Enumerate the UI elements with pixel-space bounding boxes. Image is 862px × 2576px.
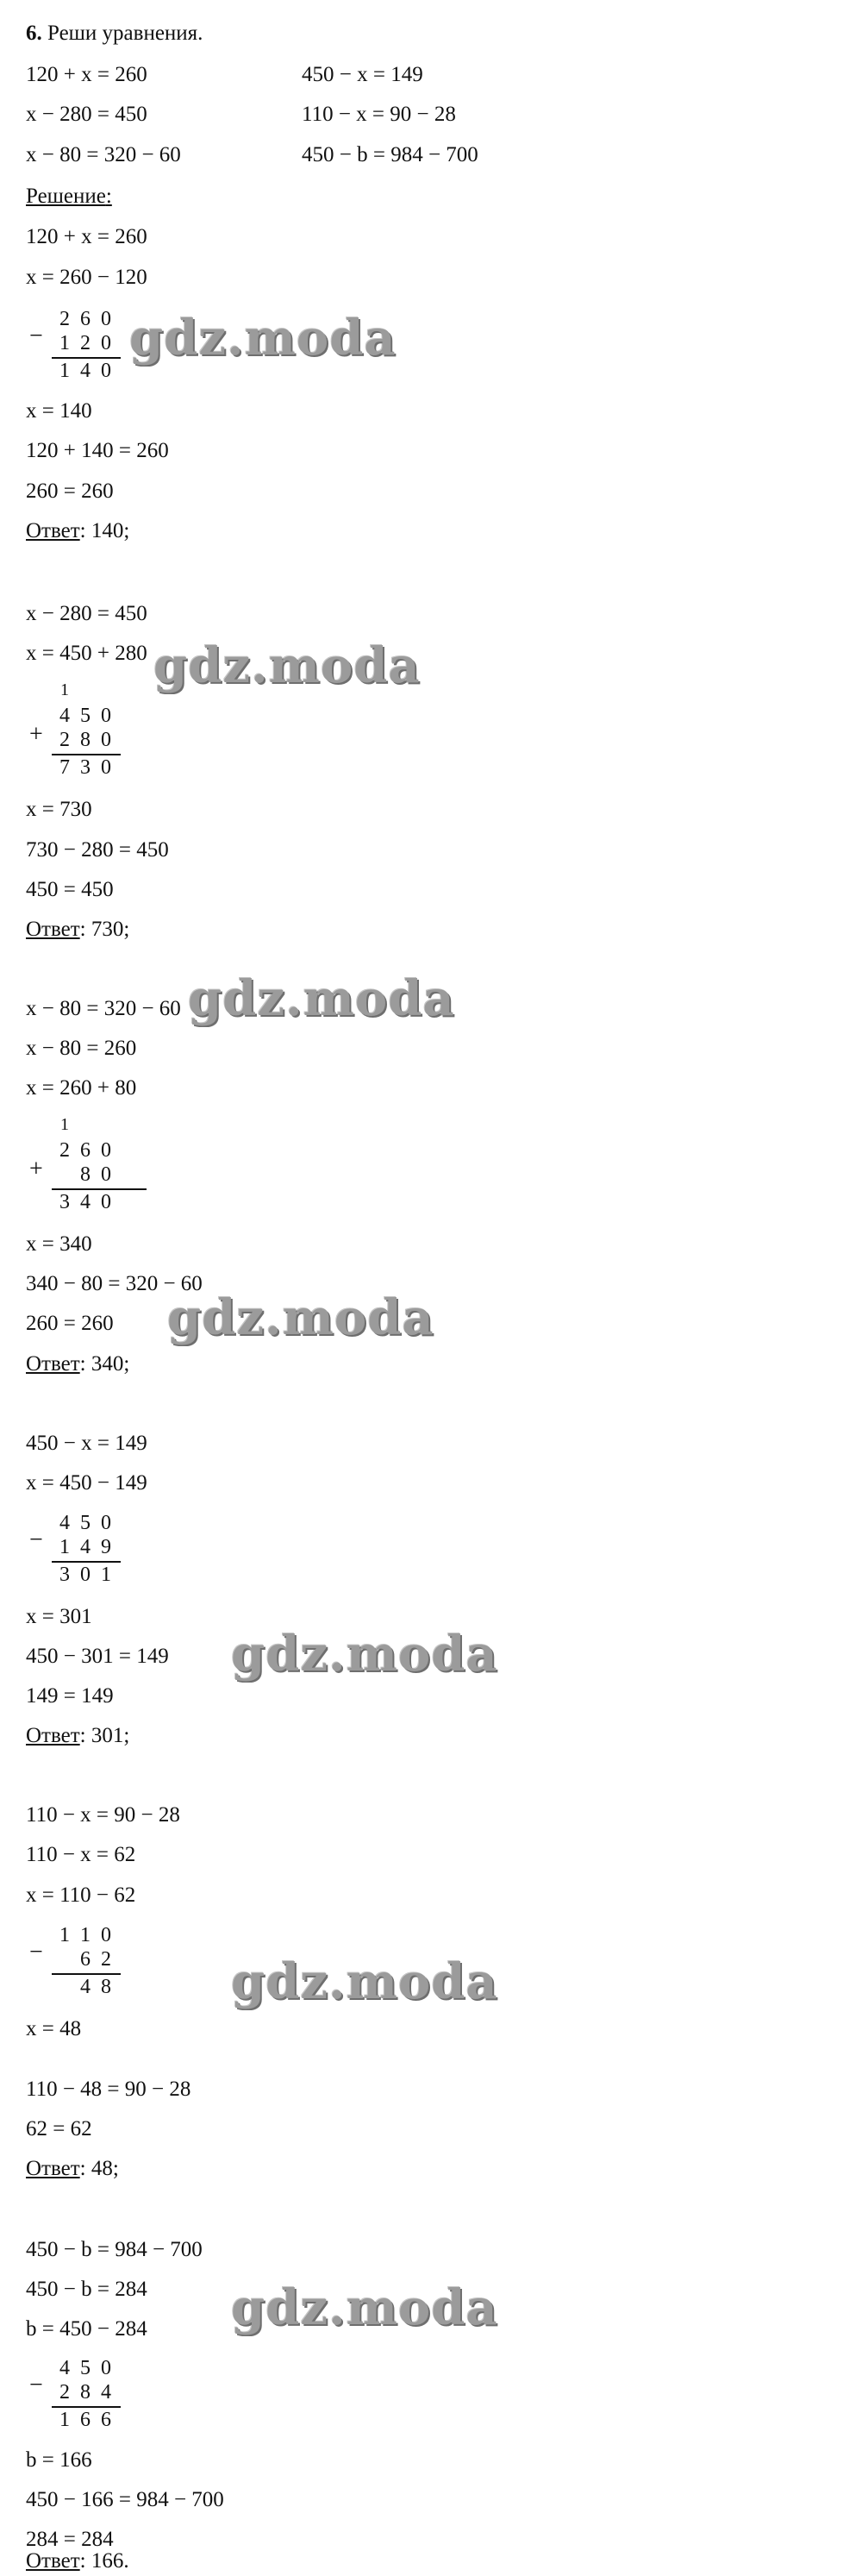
watermark: gdz.moda: [129, 310, 397, 367]
solution-line: x = 140: [26, 399, 92, 423]
digit: 2: [59, 2381, 70, 2404]
digit: 4: [80, 1976, 91, 1998]
digit: 6: [80, 1139, 91, 1162]
task-heading: [26, 21, 203, 47]
digit: 0: [101, 1191, 111, 1213]
digit: 8: [80, 2381, 91, 2404]
answer-line: Ответ: 140;: [26, 519, 130, 542]
digit: 1: [101, 1564, 111, 1586]
task-equation: 120 + x = 260: [26, 63, 147, 86]
watermark: gdz.moda: [167, 1289, 434, 1346]
solution-line: b = 450 − 284: [26, 2317, 147, 2341]
solution-line: x − 80 = 260: [26, 1037, 137, 1060]
task-equation: x − 280 = 450: [26, 103, 147, 126]
digit: 1: [59, 332, 70, 354]
digit: 6: [80, 308, 91, 330]
solution-line: x = 110 − 62: [26, 1883, 136, 1907]
watermark: gdz.moda: [153, 637, 421, 694]
digit: 4: [80, 360, 91, 382]
solution-line: 110 − x = 90 − 28: [26, 1803, 180, 1827]
minus-sign: −: [29, 2372, 43, 2398]
solution-line: x = 301: [26, 1605, 92, 1628]
solution-line: 340 − 80 = 320 − 60: [26, 1272, 203, 1295]
solution-line: 450 − b = 284: [26, 2278, 147, 2301]
digit: 4: [101, 2381, 111, 2404]
watermark: gdz.moda: [231, 1626, 498, 1683]
watermark: gdz.moda: [231, 2279, 498, 2336]
answer-line: Ответ: 730;: [26, 918, 130, 941]
minus-sign: −: [29, 1526, 43, 1553]
carry-digit: 1: [60, 1115, 69, 1134]
digit: 0: [101, 332, 111, 354]
plus-sign: +: [29, 1156, 43, 1182]
digit: 0: [101, 705, 111, 727]
digit: 1: [59, 1924, 70, 1946]
answer-line: Ответ: 340;: [26, 1352, 130, 1376]
solution-label: Решение:: [26, 185, 112, 208]
solution-line: 120 + 140 = 260: [26, 439, 169, 462]
task-equation: 450 − b = 984 − 700: [302, 143, 478, 166]
solution-line: x = 450 + 280: [26, 642, 147, 665]
digit: 1: [80, 1924, 91, 1946]
digit: 0: [101, 1512, 111, 1534]
answer-line: Ответ: 48;: [26, 2157, 119, 2180]
digit: 1: [59, 1536, 70, 1558]
digit: 9: [101, 1536, 111, 1558]
task-equation: 110 − x = 90 − 28: [302, 103, 456, 126]
digit: 0: [101, 1924, 111, 1946]
solution-line: x = 340: [26, 1232, 92, 1256]
digit: 3: [59, 1564, 70, 1586]
solution-line: 110 − x = 62: [26, 1843, 136, 1866]
carry-digit: 1: [60, 680, 69, 699]
digit: 8: [80, 729, 91, 751]
digit: 5: [80, 705, 91, 727]
solution-line: x − 280 = 450: [26, 602, 147, 625]
column-subtraction: [26, 1507, 155, 1590]
watermark: gdz.moda: [231, 1953, 498, 2010]
digit: 0: [80, 1564, 91, 1586]
solution-line: x = 48: [26, 2017, 82, 2040]
digit: 1: [59, 360, 70, 382]
task-number: 6.: [26, 22, 42, 45]
digit: 0: [101, 360, 111, 382]
digit: 7: [59, 756, 70, 779]
solution-line: 149 = 149: [26, 1684, 114, 1708]
digit: 0: [101, 308, 111, 330]
answer-line: Ответ: 301;: [26, 1724, 130, 1747]
solution-line: 450 − 166 = 984 − 700: [26, 2488, 224, 2511]
column-addition: [26, 1113, 155, 1216]
minus-sign: −: [29, 323, 43, 349]
digit: 4: [80, 1536, 91, 1558]
digit: 6: [80, 1948, 91, 1971]
column-subtraction: [26, 1920, 155, 2003]
digit: 4: [80, 1191, 91, 1213]
digit: 4: [59, 1512, 70, 1534]
digit: 8: [101, 1976, 111, 1998]
digit: 4: [59, 705, 70, 727]
digit: 0: [101, 756, 111, 779]
task-equation: x − 80 = 320 − 60: [26, 143, 181, 166]
digit: 6: [80, 2409, 91, 2431]
solution-line: 62 = 62: [26, 2117, 92, 2140]
solution-line: x − 80 = 320 − 60: [26, 997, 181, 1020]
digit: 0: [101, 1139, 111, 1162]
digit: 2: [59, 729, 70, 751]
solution-line: x = 730: [26, 798, 92, 821]
solution-line: 110 − 48 = 90 − 28: [26, 2078, 191, 2101]
solution-line: 450 − x = 149: [26, 1432, 147, 1455]
solution-line: 120 + x = 260: [26, 225, 147, 248]
digit: 5: [80, 2357, 91, 2379]
solution-line: x = 450 − 149: [26, 1471, 147, 1495]
digit: 2: [59, 1139, 70, 1162]
task-title: Реши уравнения.: [47, 22, 203, 45]
solution-line: 730 − 280 = 450: [26, 838, 169, 862]
minus-sign: −: [29, 1939, 43, 1965]
digit: 3: [80, 756, 91, 779]
digit: 3: [59, 1191, 70, 1213]
column-subtraction: [26, 2353, 155, 2435]
digit: 6: [101, 2409, 111, 2431]
digit: 0: [101, 729, 111, 751]
digit: 1: [59, 2409, 70, 2431]
digit: 2: [101, 1948, 111, 1971]
solution-line: 450 − 301 = 149: [26, 1645, 169, 1668]
digit: 0: [101, 2357, 111, 2379]
digit: 5: [80, 1512, 91, 1534]
digit: 2: [59, 308, 70, 330]
solution-line: 284 = 284: [26, 2528, 114, 2551]
digit: 2: [80, 332, 91, 354]
watermark: gdz.moda: [188, 970, 455, 1027]
digit: 0: [101, 1163, 111, 1186]
plus-sign: +: [29, 721, 43, 748]
solution-line: 450 − b = 984 − 700: [26, 2238, 203, 2261]
solution-line: 450 = 450: [26, 878, 114, 901]
solution-line: 260 = 260: [26, 479, 114, 503]
solution-line: x = 260 − 120: [26, 266, 147, 289]
task-equation: 450 − x = 149: [302, 63, 423, 86]
digit: 4: [59, 2357, 70, 2379]
answer-line: Ответ: 166.: [26, 2549, 129, 2573]
column-addition: [26, 678, 155, 781]
solution-line: b = 166: [26, 2448, 92, 2472]
solution-line: x = 260 + 80: [26, 1076, 137, 1100]
solution-line: 260 = 260: [26, 1312, 114, 1335]
digit: 8: [80, 1163, 91, 1186]
